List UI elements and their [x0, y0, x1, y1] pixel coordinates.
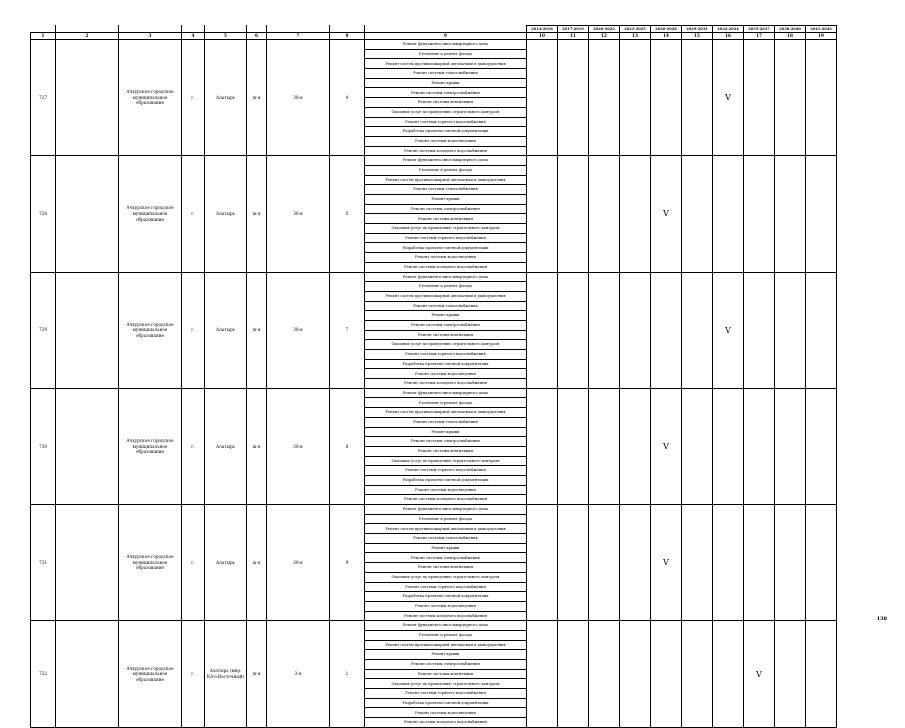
work-type-cell: Разработка проектно-сметной документации: [365, 592, 527, 602]
column-number: 1: [31, 33, 56, 40]
schedule-cell: [806, 621, 837, 728]
column-number: 11: [558, 33, 589, 40]
schedule-cell: [527, 505, 558, 621]
schedule-cell: [527, 40, 558, 156]
work-type-cell: Ремонт крыши: [365, 195, 527, 205]
period-header: 2035-2037: [744, 26, 775, 33]
work-type-cell: Ремонт системы теплоснабжения: [365, 417, 527, 427]
schedule-cell: [744, 156, 775, 272]
work-type-cell: Ремонт крыши: [365, 311, 527, 321]
schedule-cell: [558, 621, 589, 728]
work-type-cell: Ремонт систем противопожарной автоматики и дымоудаления: [365, 291, 527, 301]
work-type-cell: Разработка проектно-сметной документации: [365, 127, 527, 137]
street-type-cell: ш-я: [247, 505, 267, 621]
street-cell: 38-я: [267, 156, 330, 272]
empty-cell: [56, 272, 119, 388]
settlement-cell: Алатырь: [205, 505, 247, 621]
capital-repair-schedule-table: [30, 25, 837, 728]
work-type-cell: Ремонт системы холодного водоснабжения: [365, 718, 527, 728]
work-type-cell: Ремонт системы электроснабжения: [365, 204, 527, 214]
work-type-cell: Ремонт системы горячего водоснабжения: [365, 466, 527, 476]
house-number-cell: 9: [330, 505, 365, 621]
settlement-cell: Алатырь: [205, 40, 247, 156]
settlement-type-cell: г.: [182, 505, 205, 621]
period-header: 2032-2034: [713, 26, 744, 33]
period-header: 2014-2016: [527, 26, 558, 33]
municipality-cell: Ачхурское городское муниципальное образование: [119, 388, 182, 504]
schedule-cell: [682, 388, 713, 504]
work-type-cell: Ремонт системы вентиляции: [365, 330, 527, 340]
work-type-cell: Ремонт системы электроснабжения: [365, 660, 527, 670]
column-number: 15: [682, 33, 713, 40]
row-id-cell: 728: [31, 156, 56, 272]
column-number: 14: [651, 33, 682, 40]
work-type-cell: Утепление и ремонт фасада: [365, 630, 527, 640]
work-type-cell: Ремонт фундамента многоквартирного дома: [365, 156, 527, 166]
street-cell: 38-я: [267, 505, 330, 621]
work-type-cell: Ремонт системы теплоснабжения: [365, 301, 527, 311]
column-number: 9: [365, 33, 527, 40]
schedule-cell: [806, 388, 837, 504]
empty-cell: [56, 156, 119, 272]
schedule-cell: [620, 621, 651, 728]
work-type-cell: Разработка проектно-сметной документации: [365, 243, 527, 253]
work-type-cell: Ремонт системы водоотведения: [365, 485, 527, 495]
schedule-mark-cell: V: [651, 388, 682, 504]
schedule-mark-cell: V: [651, 156, 682, 272]
row-id-cell: 732: [31, 621, 56, 728]
work-type-cell: Утепление и ремонт фасада: [365, 165, 527, 175]
page-number: 138: [876, 616, 887, 622]
header-blank-cell: [205, 26, 247, 33]
work-type-cell: Ремонт системы теплоснабжения: [365, 534, 527, 544]
column-number-row: [31, 33, 837, 40]
schedule-cell: [713, 388, 744, 504]
work-type-cell: Разработка проектно-сметной документации: [365, 698, 527, 708]
schedule-cell: [775, 156, 806, 272]
schedule-mark-cell: V: [744, 621, 775, 728]
table-row: [31, 388, 837, 398]
schedule-cell: [558, 272, 589, 388]
work-type-cell: Ремонт систем противопожарной автоматики и дымоудаления: [365, 640, 527, 650]
schedule-cell: [806, 156, 837, 272]
column-number: 19: [806, 33, 837, 40]
schedule-cell: [620, 388, 651, 504]
schedule-cell: [620, 272, 651, 388]
schedule-cell: [682, 156, 713, 272]
schedule-cell: [744, 40, 775, 156]
work-type-cell: Ремонт системы холодного водоснабжения: [365, 146, 527, 156]
schedule-cell: [651, 272, 682, 388]
schedule-cell: [744, 272, 775, 388]
work-type-cell: Ремонт системы холодного водоснабжения: [365, 611, 527, 621]
schedule-cell: [527, 621, 558, 728]
schedule-cell: [589, 388, 620, 504]
work-type-cell: Разработка проектно-сметной документации: [365, 475, 527, 485]
row-id-cell: 731: [31, 505, 56, 621]
street-cell: 38-я: [267, 272, 330, 388]
schedule-cell: [775, 388, 806, 504]
header-blank-cell: [247, 26, 267, 33]
header-blank-cell: [119, 26, 182, 33]
work-type-cell: Ремонт фундамента многоквартирного дома: [365, 388, 527, 398]
schedule-cell: [589, 272, 620, 388]
schedule-cell: [620, 156, 651, 272]
schedule-cell: [558, 505, 589, 621]
work-type-cell: Утепление и ремонт фасада: [365, 49, 527, 59]
empty-cell: [56, 388, 119, 504]
column-number: 13: [620, 33, 651, 40]
work-type-cell: Ремонт системы теплоснабжения: [365, 69, 527, 79]
header-blank-cell: [56, 26, 119, 33]
schedule-cell: [651, 621, 682, 728]
header-blank-cell: [31, 26, 56, 33]
row-id-cell: 730: [31, 388, 56, 504]
street-type-cell: ш-я: [247, 156, 267, 272]
municipality-cell: Ачхурское городское муниципальное образование: [119, 621, 182, 728]
work-type-cell: Ремонт системы электроснабжения: [365, 553, 527, 563]
settlement-cell: Алатырь: [205, 156, 247, 272]
work-type-cell: Ремонт крыши: [365, 427, 527, 437]
house-number-cell: 7: [330, 272, 365, 388]
work-type-cell: Ремонт системы горячего водоснабжения: [365, 350, 527, 360]
table-row: [31, 156, 837, 166]
row-id-cell: 729: [31, 272, 56, 388]
schedule-cell: [558, 388, 589, 504]
schedule-cell: [713, 621, 744, 728]
work-type-cell: Ремонт фундамента многоквартирного дома: [365, 272, 527, 282]
header-blank-cell: [182, 26, 205, 33]
work-type-cell: Ремонт системы горячего водоснабжения: [365, 117, 527, 127]
municipality-cell: Ачхурское городское муниципальное образование: [119, 272, 182, 388]
municipality-cell: Ачхурское городское муниципальное образование: [119, 40, 182, 156]
work-type-cell: Ремонт фундамента многоквартирного дома: [365, 40, 527, 50]
column-number: 16: [713, 33, 744, 40]
column-number: 12: [589, 33, 620, 40]
work-type-cell: Ремонт крыши: [365, 543, 527, 553]
work-type-cell: Ремонт системы холодного водоснабжения: [365, 262, 527, 272]
settlement-cell: Алатырь: [205, 272, 247, 388]
column-number: 18: [775, 33, 806, 40]
street-cell: 38-я: [267, 40, 330, 156]
period-header: 2026-2028: [651, 26, 682, 33]
work-type-cell: Ремонт крыши: [365, 78, 527, 88]
work-type-cell: Ремонт системы водоотведения: [365, 136, 527, 146]
street-type-cell: ш-я: [247, 272, 267, 388]
settlement-cell: Алатырь (мкр. Юго-Восточный): [205, 621, 247, 728]
work-type-cell: Оказание услуг по проведению строительного контроля: [365, 340, 527, 350]
schedule-cell: [775, 505, 806, 621]
street-type-cell: ш-я: [247, 621, 267, 728]
table-row: [31, 40, 837, 50]
column-number: 17: [744, 33, 775, 40]
work-type-cell: Ремонт фундамента многоквартирного дома: [365, 621, 527, 631]
period-header: 2041-2043: [806, 26, 837, 33]
work-type-cell: Ремонт системы теплоснабжения: [365, 185, 527, 195]
work-type-cell: Ремонт системы горячего водоснабжения: [365, 582, 527, 592]
column-number: 5: [205, 33, 247, 40]
column-number: 8: [330, 33, 365, 40]
empty-cell: [56, 40, 119, 156]
house-number-cell: 4: [330, 40, 365, 156]
work-type-cell: Ремонт системы водоотведения: [365, 253, 527, 263]
work-type-cell: Ремонт фундамента многоквартирного дома: [365, 505, 527, 515]
empty-cell: [56, 621, 119, 728]
street-type-cell: ш-я: [247, 40, 267, 156]
settlement-cell: Алатырь: [205, 388, 247, 504]
schedule-cell: [775, 272, 806, 388]
schedule-cell: [806, 40, 837, 156]
schedule-cell: [620, 40, 651, 156]
work-type-cell: Утепление и ремонт фасада: [365, 282, 527, 292]
work-type-cell: Ремонт систем противопожарной автоматики и дымоудаления: [365, 524, 527, 534]
schedule-cell: [806, 505, 837, 621]
column-number: 10: [527, 33, 558, 40]
work-type-cell: Оказание услуг по проведению строительного контроля: [365, 456, 527, 466]
schedule-cell: [775, 40, 806, 156]
work-type-cell: Ремонт крыши: [365, 650, 527, 660]
schedule-cell: [620, 505, 651, 621]
schedule-cell: [558, 156, 589, 272]
work-type-cell: Ремонт системы вентиляции: [365, 669, 527, 679]
work-type-cell: Ремонт системы холодного водоснабжения: [365, 495, 527, 505]
schedule-cell: [713, 505, 744, 621]
house-number-cell: 8: [330, 388, 365, 504]
schedule-cell: [682, 40, 713, 156]
period-header: 2023-2025: [620, 26, 651, 33]
header-blank-cell: [330, 26, 365, 33]
schedule-cell: [527, 388, 558, 504]
column-number: 2: [56, 33, 119, 40]
empty-cell: [56, 505, 119, 621]
header-blank-cell: [365, 26, 527, 33]
work-type-cell: Оказание услуг по проведению строительного контроля: [365, 224, 527, 234]
work-type-cell: Оказание услуг по проведению строительного контроля: [365, 679, 527, 689]
work-type-cell: Утепление и ремонт фасада: [365, 398, 527, 408]
period-header: 2038-2040: [775, 26, 806, 33]
schedule-cell: [744, 388, 775, 504]
header-blank-cell: [267, 26, 330, 33]
municipality-cell: Ачхурское городское муниципальное образование: [119, 505, 182, 621]
settlement-type-cell: г.: [182, 621, 205, 728]
municipality-cell: Ачхурское городское муниципальное образование: [119, 156, 182, 272]
column-number: 7: [267, 33, 330, 40]
work-type-cell: Ремонт системы горячего водоснабжения: [365, 233, 527, 243]
work-type-cell: Ремонт системы электроснабжения: [365, 437, 527, 447]
schedule-cell: [682, 505, 713, 621]
period-header: 2020-2022: [589, 26, 620, 33]
schedule-cell: [527, 156, 558, 272]
schedule-cell: [589, 505, 620, 621]
schedule-cell: [682, 621, 713, 728]
work-type-cell: Ремонт системы электроснабжения: [365, 320, 527, 330]
work-type-cell: Ремонт системы вентиляции: [365, 98, 527, 108]
schedule-mark-cell: V: [713, 40, 744, 156]
period-header: 2029-2031: [682, 26, 713, 33]
schedule-cell: [589, 621, 620, 728]
work-type-cell: Ремонт системы вентиляции: [365, 563, 527, 573]
settlement-type-cell: г.: [182, 40, 205, 156]
work-type-cell: Оказание услуг по проведению строительного контроля: [365, 107, 527, 117]
column-number: 6: [247, 33, 267, 40]
settlement-type-cell: г.: [182, 272, 205, 388]
schedule-mark-cell: V: [713, 272, 744, 388]
schedule-cell: [651, 40, 682, 156]
work-type-cell: Ремонт системы водоотведения: [365, 369, 527, 379]
work-type-cell: Ремонт системы электроснабжения: [365, 88, 527, 98]
schedule-cell: [713, 156, 744, 272]
work-type-cell: Ремонт систем противопожарной автоматики и дымоудаления: [365, 175, 527, 185]
work-type-cell: Утепление и ремонт фасада: [365, 514, 527, 524]
period-header-row: [31, 26, 837, 33]
work-type-cell: Ремонт систем противопожарной автоматики и дымоудаления: [365, 59, 527, 69]
work-type-cell: Ремонт системы горячего водоснабжения: [365, 689, 527, 699]
work-type-cell: Ремонт системы холодного водоснабжения: [365, 379, 527, 389]
house-number-cell: 1: [330, 621, 365, 728]
schedule-cell: [682, 272, 713, 388]
schedule-cell: [775, 621, 806, 728]
work-type-cell: Ремонт системы вентиляции: [365, 214, 527, 224]
column-number: 4: [182, 33, 205, 40]
work-type-cell: Ремонт систем противопожарной автоматики и дымоудаления: [365, 408, 527, 418]
settlement-type-cell: г.: [182, 388, 205, 504]
table-row: [31, 505, 837, 515]
table-row: [31, 272, 837, 282]
schedule-cell: [527, 272, 558, 388]
street-cell: 3-я: [267, 621, 330, 728]
work-type-cell: Ремонт системы вентиляции: [365, 446, 527, 456]
schedule-cell: [744, 505, 775, 621]
table-row: [31, 621, 837, 631]
street-type-cell: ш-я: [247, 388, 267, 504]
work-type-cell: Ремонт системы водоотведения: [365, 601, 527, 611]
table-body: [31, 26, 837, 728]
period-header: 2017-2019: [558, 26, 589, 33]
schedule-cell: [589, 156, 620, 272]
schedule-cell: [558, 40, 589, 156]
settlement-type-cell: г.: [182, 156, 205, 272]
work-type-cell: Разработка проектно-сметной документации: [365, 359, 527, 369]
schedule-mark-cell: V: [651, 505, 682, 621]
column-number: 3: [119, 33, 182, 40]
row-id-cell: 727: [31, 40, 56, 156]
work-type-cell: Оказание услуг по проведению строительного контроля: [365, 572, 527, 582]
schedule-cell: [589, 40, 620, 156]
schedule-cell: [806, 272, 837, 388]
house-number-cell: 5: [330, 156, 365, 272]
street-cell: 38-я: [267, 388, 330, 504]
work-type-cell: Ремонт системы водоотведения: [365, 708, 527, 718]
